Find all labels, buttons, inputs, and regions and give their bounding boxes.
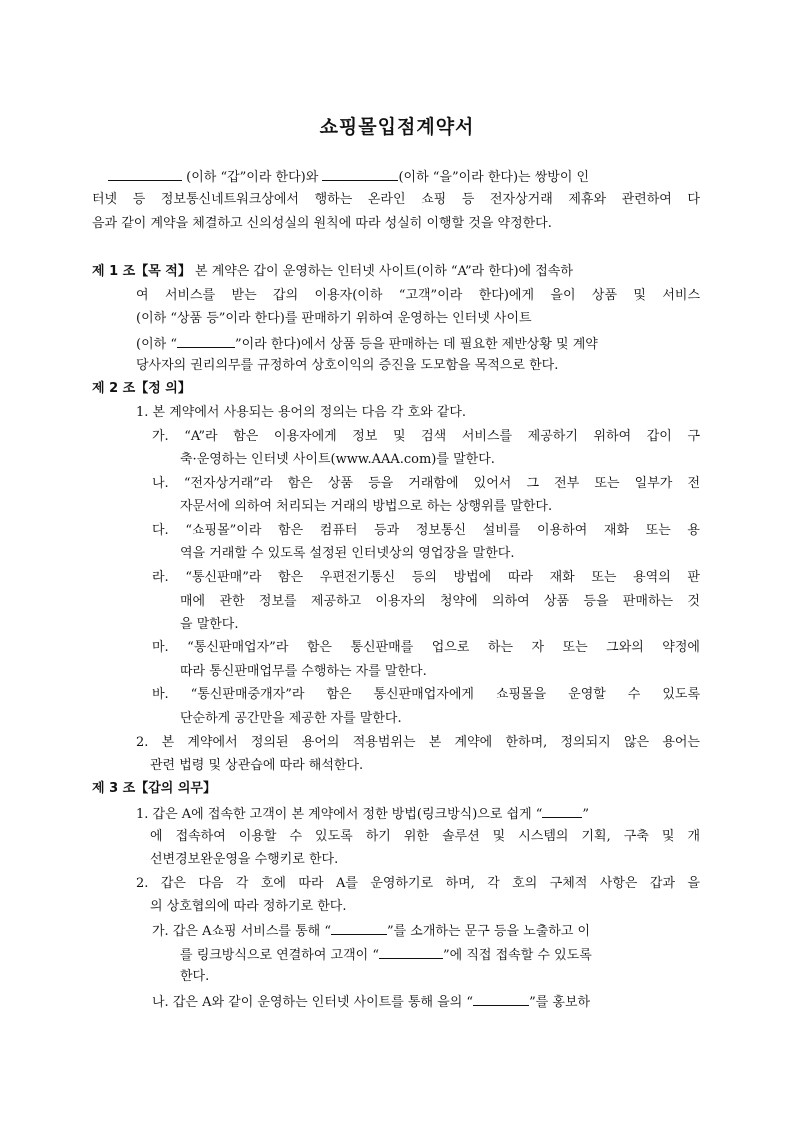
definition-ba-line-2: 단순하게 공간만을 제공한 자를 말한다.: [180, 711, 402, 726]
site-name-blank-2[interactable]: [542, 804, 582, 818]
article-3-para-1-line-2: 에 접속하여 이용할 수 있도록 하기 위한 솔루션 및 시스템의 기획, 구축 및 개: [150, 829, 700, 844]
article-3-item-na-text-1b: ”를 홍보하: [529, 995, 591, 1010]
article-1-line-4: [136, 334, 598, 354]
article-3-item-na-text-1a: 나. 갑은 A와 같이 운영하는 인터넷 사이트를 통해 을의 “: [152, 995, 474, 1010]
definition-da-line-1: 다. “쇼핑몰”이라 함은 컴퓨터 등과 정보통신 설비를 이용하여 재화 또는 용: [152, 523, 700, 538]
site-name-blank-3[interactable]: [331, 921, 387, 935]
article-3-para-2-line-2: 의 상호협의에 따라 정하기로 한다.: [150, 899, 347, 914]
article-3-text-1a: 1. 갑은 A에 접속한 고객이 본 계약에서 정한 방법(링크방식)으로 쉽게 “: [136, 807, 543, 822]
definition-ra-line-2: 매에 관한 정보를 제공하고 이용자의 청약에 의하여 상품 등을 판매하는 것: [180, 594, 700, 609]
article-1-line-2: 여 서비스를 받는 갑의 이용자(이하 “고객”이라 한다)에게 을이 상품 및 서비스: [136, 288, 700, 303]
article-3-item-ga-text-1a: 가. 갑은 A쇼핑 서비스를 통해 “: [152, 924, 331, 939]
article-3-para-1-line-1: [136, 804, 589, 824]
article-1-heading: 제 1 조【목 적】: [92, 264, 191, 279]
definition-ba-line-1: 바. “통신판매중개자”라 함은 통신판매업자에게 쇼핑몰을 운영할 수 있도록: [152, 687, 700, 702]
article-3-item-ga-text-1b: ”를 소개하는 문구 등을 노출하고 이: [386, 924, 591, 939]
intro-line-1: [108, 167, 589, 187]
definition-ma-line-1: 마. “통신판매업자”라 함은 통신판매를 업으로 하는 자 또는 그와의 약정에: [152, 640, 700, 655]
definition-ra-line-1: 라. “통신판매”라 함은 우편전기통신 등의 방법에 따라 재화 또는 용역의 판: [152, 570, 700, 585]
definition-na-line-1: 나. “전자상거래”라 함은 상품 등을 거래함에 있어서 그 전부 또는 일부가 전: [152, 476, 700, 491]
article-1-text-4b: ”이라 한다)에서 상품 등을 판매하는 데 필요한 제반상황 및 계약: [234, 337, 598, 352]
article-1-text-4a: (이하 “: [136, 337, 177, 352]
intro-party-a-text: (이하 “갑”이라 한다)와: [186, 170, 319, 185]
site-name-blank-4[interactable]: [379, 945, 443, 959]
article-1-line-3: (이하 “상품 등”이라 한다)를 판매하기 위하여 운영하는 인터넷 사이트: [136, 311, 532, 326]
intro-line-3: 음과 같이 계약을 체결하고 신의성실의 원칙에 따라 성실히 이행할 것을 약정한다.: [92, 216, 552, 231]
article-3-item-ga-text-2a: 를 링크방식으로 연결하여 고객이 “: [180, 948, 379, 963]
article-3-text-1a-end: ”: [582, 807, 590, 822]
article-3-para-1-line-3: 선변경보완운영을 수행키로 한다.: [150, 852, 339, 867]
article-2-heading: 제 2 조【정 의】: [92, 381, 191, 396]
definition-ra-line-3: 을 말한다.: [180, 617, 239, 632]
party-b-blank[interactable]: [322, 167, 398, 181]
article-2-para-1: 1. 본 계약에서 사용되는 용어의 정의는 다음 각 호와 같다.: [136, 405, 467, 420]
article-2-para-2-line-1: 2. 본 계약에서 정의된 용어의 적용범위는 본 계약에 한하며, 정의되지 않은 용어는: [136, 735, 700, 750]
article-3-heading: 제 3 조【갑의 의무】: [92, 781, 216, 796]
intro-party-b-text: (이하 “을”이라 한다)는 쌍방이 인: [398, 170, 590, 185]
article-3-item-ga-line-1: [152, 921, 590, 941]
article-3-item-ga-text-2b: ”에 직접 접속할 수 있도록: [443, 948, 592, 963]
article-1-line-5: 당사자의 권리의무를 규정하여 상호이익의 증진을 도모함을 목적으로 한다.: [136, 358, 559, 373]
article-3-item-ga-line-2: [180, 945, 592, 965]
article-3-item-ga-line-3: 한다.: [180, 969, 210, 984]
site-name-blank-1[interactable]: [177, 334, 235, 348]
document-title: 쇼핑몰입점계약서: [319, 116, 475, 138]
definition-ga-line-2: 축·운영하는 인터넷 사이트(www.AAA.com)를 말한다.: [180, 452, 495, 467]
definition-ga-line-1: 가. “A”라 함은 이용자에게 정보 및 검색 서비스를 제공하기 위하여 갑이 구: [152, 429, 700, 444]
article-1-text-1: 본 계약은 갑이 운영하는 인터넷 사이트(이하 “A”라 한다)에 접속하: [195, 264, 573, 279]
site-name-blank-5[interactable]: [473, 992, 529, 1006]
article-2-para-2-line-2: 관련 법령 및 상관습에 따라 해석한다.: [150, 758, 364, 773]
party-a-blank[interactable]: [108, 167, 182, 181]
intro-line-2: 터넷 등 정보통신네트워크상에서 행하는 온라인 쇼핑 등 전자상거래 제휴와 관련하여 다: [92, 192, 700, 207]
definition-na-line-2: 자문서에 의하여 처리되는 거래의 방법으로 하는 상행위를 말한다.: [180, 499, 553, 514]
article-3-item-na-line-1: [152, 992, 590, 1012]
definition-da-line-2: 역을 거래할 수 있도록 설정된 인터넷상의 영업장을 말한다.: [180, 546, 515, 561]
article-1-line-1: [92, 263, 573, 281]
article-3-para-2-line-1: 2. 갑은 다음 각 호에 따라 A를 운영하기로 하며, 각 호의 구체적 사항은 갑과 을: [136, 876, 700, 891]
definition-ma-line-2: 따라 통신판매업무를 수행하는 자를 말한다.: [180, 664, 427, 679]
